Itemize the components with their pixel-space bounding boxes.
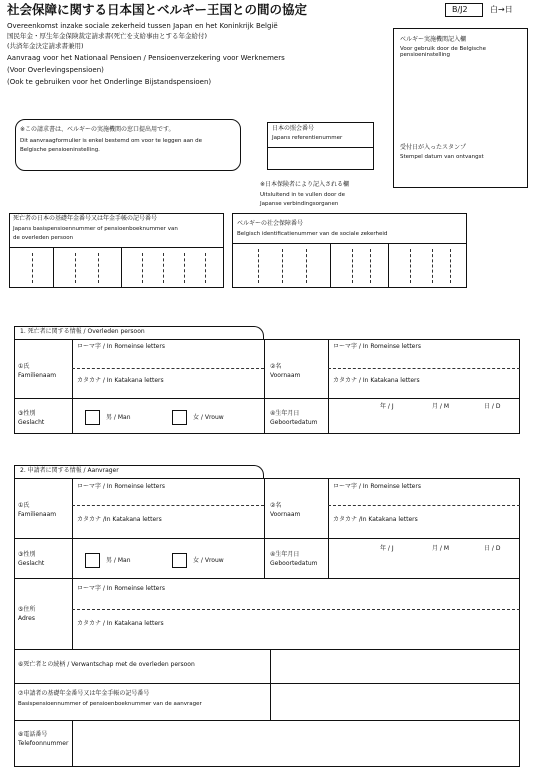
s2-address-label-nl: Adres (18, 615, 35, 622)
ref-note-jp: ※日本保険者により記入される欄 (260, 181, 350, 188)
form-name-jp: 国民年金・厚生年金保険裁定請求書(死亡を支給事由とする年金給付) (7, 32, 208, 40)
s2-female-checkbox[interactable] (172, 553, 187, 568)
form-title-nl: Overeenkomst inzake sociale zekerheid tussen Japan en het Koninkrijk België (7, 22, 278, 30)
notice-nl-2: Belgische pensioeninstelling. (20, 147, 100, 153)
s1-sex-label-jp: ③性別 (18, 410, 36, 417)
s2-male-checkbox[interactable] (85, 553, 100, 568)
s2-surname-katakana-label: カタカナ /In Katakana letters (77, 516, 162, 523)
s2-surname-label-jp: ①氏 (18, 502, 30, 509)
s1-given-label-jp: ②名 (270, 363, 282, 370)
s1-given-katakana-input[interactable] (330, 386, 518, 397)
s2-dob-day: 日 / D (484, 545, 501, 552)
ref-label-jp: 日本の照会番号 (272, 125, 315, 132)
s1-surname-katakana-input[interactable] (74, 386, 262, 397)
ref-note-nl-1: Uitsluitend in te vullen door de (260, 192, 345, 198)
s2-address-romaji-label: ローマ字 / In Romeinse letters (77, 585, 165, 592)
ref-note-nl-2: Japanse verbindingsorganen (260, 201, 339, 207)
s2-phone-label-jp: ⑧電話番号 (18, 731, 48, 738)
s2-phone-label-nl: Telefoonnummer (18, 740, 69, 747)
deceased-pension-label-nl-1: Japans basispensioennummer of pensioenboeknummer van (13, 226, 178, 232)
s2-given-katakana-input[interactable] (330, 525, 518, 537)
belgian-ssn-divider (232, 243, 467, 244)
deceased-pension-label-nl-2: de overleden persoon (13, 235, 74, 241)
s2-dob-label-nl: Geboortedatum (270, 560, 318, 567)
s1-surname-romaji-input[interactable] (74, 353, 262, 367)
s1-given-romaji-label: ローマ字 / In Romeinse letters (333, 343, 421, 350)
s2-address-label-jp: ⑤住所 (18, 606, 36, 613)
s1-surname-katakana-label: カタカナ / In Katakana letters (77, 377, 164, 384)
form-title: 社会保障に関する日本国とベルギー王国との間の協定 (7, 2, 308, 17)
s1-sex-label-nl: Geslacht (18, 419, 45, 426)
s2-surname-romaji-label: ローマ字 / In Romeinse letters (77, 483, 165, 490)
s2-address-romaji-input[interactable] (74, 595, 518, 608)
s1-given-label-nl: Voornaam (270, 372, 301, 379)
s2-dob-year: 年 / J (380, 545, 394, 552)
s2-sex-label-nl: Geslacht (18, 560, 45, 567)
s2-phone-input[interactable] (74, 722, 518, 765)
form-name-nl-3: (Ook te gebruiken voor het Onderlinge Bijstandspensioen) (7, 78, 212, 86)
belgian-box-title: ベルギー実施機関記入欄 (400, 36, 467, 43)
s2-female-label: 女 / Vrouw (193, 557, 224, 564)
s2-surname-label-nl: Familienaam (18, 511, 57, 518)
form-code: B/J2 (452, 5, 468, 14)
s2-pension-label-jp: ⑦申請者の基礎年金番号又は年金手帳の記号番号 (18, 690, 150, 697)
s2-surname-romaji-input[interactable] (74, 492, 262, 504)
form-name-nl: Aanvraag voor het Nationaal Pensioen / Pensioenverzekering voor Werknemers (7, 54, 285, 62)
direction-label: 白→日 (490, 5, 513, 14)
s1-surname-label-nl: Familienaam (18, 372, 57, 379)
deceased-pension-label-jp: 死亡者の日本の基礎年金番号又は年金手帳の記号番号 (13, 215, 158, 222)
s2-dob-month: 月 / M (432, 545, 450, 552)
ref-label-nl: Japans referentienummer (272, 135, 343, 141)
s2-dob-label-jp: ④生年月日 (270, 551, 300, 558)
belgian-ssn-label-jp: ベルギーの社会保障番号 (237, 220, 304, 227)
form-name-jp-2: (共済年金決定請求書兼用) (7, 42, 84, 50)
s2-relation-label: ⑥死亡者との続柄 / Verwantschap met de overleden persoon (18, 661, 195, 668)
s2-male-label: 男 / Man (106, 557, 131, 564)
s2-given-label-nl: Voornaam (270, 511, 301, 518)
s2-sex-label-jp: ③性別 (18, 551, 36, 558)
ref-divider (267, 147, 374, 148)
s2-surname-katakana-input[interactable] (74, 525, 262, 537)
s1-given-romaji-input[interactable] (330, 353, 518, 367)
stamp-label-nl: Stempel datum van ontvangst (400, 154, 484, 160)
s1-male-label: 男 / Man (106, 414, 131, 421)
s1-surname-romaji-label: ローマ字 / In Romeinse letters (77, 343, 165, 350)
s2-address-katakana-input[interactable] (74, 630, 518, 648)
s1-dob-year: 年 / J (380, 403, 394, 410)
s1-dob-label-jp: ④生年月日 (270, 410, 300, 417)
s2-given-romaji-label: ローマ字 / In Romeinse letters (333, 483, 421, 490)
s2-pension-label-nl: Basispensioennummer of pensioenboeknummer van de aanvrager (18, 701, 202, 707)
s1-dob-month: 月 / M (432, 403, 450, 410)
s2-given-label-jp: ②名 (270, 502, 282, 509)
stamp-label: 受付日が入ったスタンプ (400, 144, 467, 151)
s2-given-katakana-label: カタカナ /In Katakana letters (333, 516, 418, 523)
s1-male-checkbox[interactable] (85, 410, 100, 425)
s1-dob-label-nl: Geboortedatum (270, 419, 318, 426)
section2-header: 2. 申請者に関する情報 / Aanvrager (20, 467, 119, 474)
s2-given-romaji-input[interactable] (330, 492, 518, 504)
s1-dob-day: 日 / D (484, 403, 501, 410)
s1-given-katakana-label: カタカナ / In Katakana letters (333, 377, 420, 384)
s2-pension-input[interactable] (272, 685, 518, 719)
s1-surname-label-jp: ①氏 (18, 363, 30, 370)
s2-relation-input[interactable] (272, 651, 518, 682)
s2-address-katakana-label: カタカナ / In Katakana letters (77, 620, 164, 627)
notice-nl-1: Dit aanvraagformulier is enkel bestemd om voor te leggen aan de (20, 138, 203, 144)
section1-header: 1. 死亡者に関する情報 / Overleden persoon (20, 328, 145, 335)
s1-female-checkbox[interactable] (172, 410, 187, 425)
deceased-pension-number-box[interactable] (9, 213, 224, 288)
notice-jp: ※この請求書は、ベルギーの実施機関の窓口提出用です。 (20, 126, 175, 133)
s1-female-label: 女 / Vrouw (193, 414, 224, 421)
belgian-box-title-nl: Voor gebruik door de Belgische pensioeninstelling (400, 46, 486, 59)
deceased-pension-divider (9, 247, 224, 248)
form-name-nl-2: (Voor Overlevingspensioen) (7, 66, 104, 74)
belgian-ssn-label-nl: Belgisch identificatienummer van de sociale zekerheid (237, 231, 388, 237)
